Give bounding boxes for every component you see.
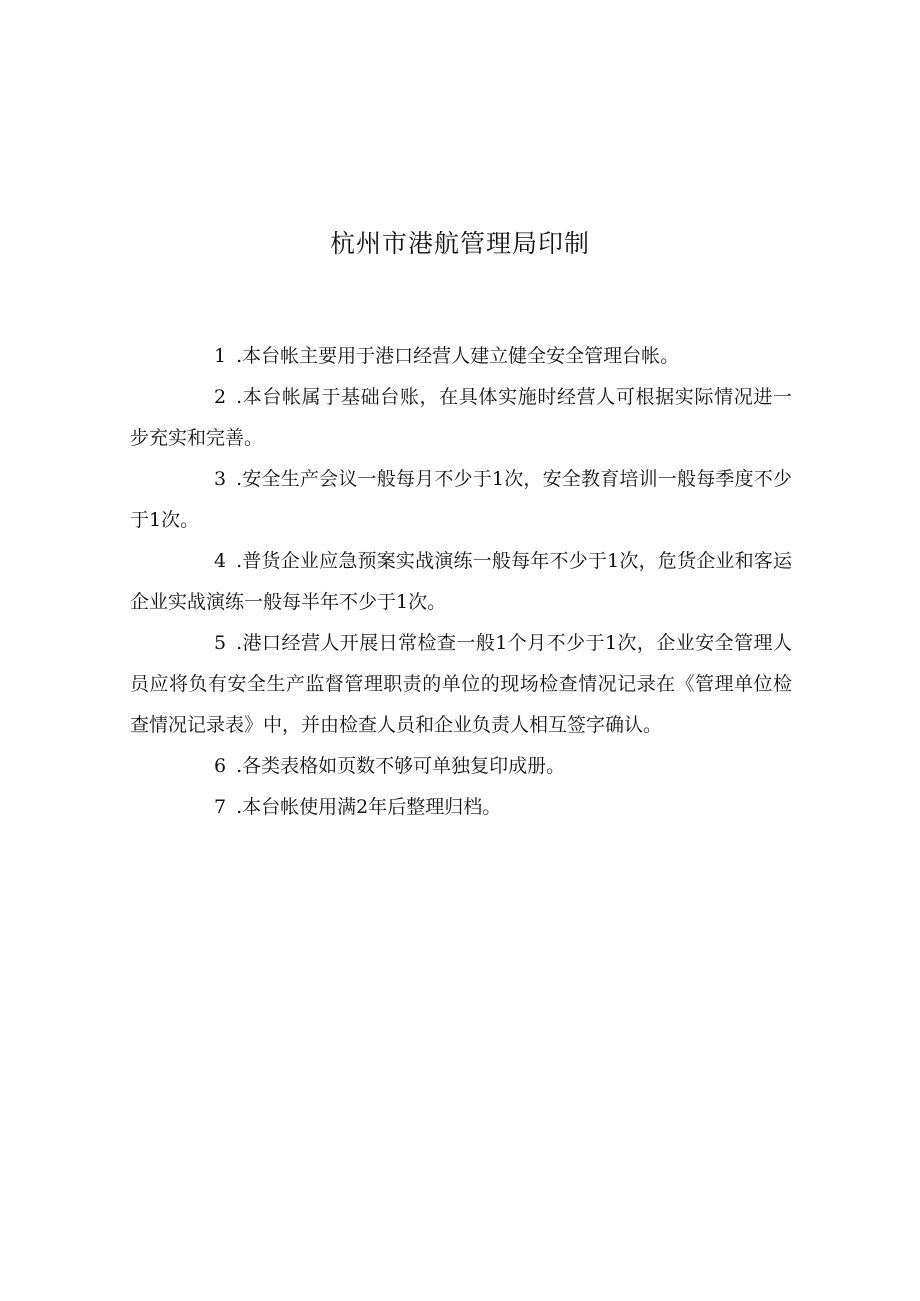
note-number: 2 — [214, 386, 227, 408]
notes-list — [130, 336, 792, 828]
note-text: .普货企业应急预案实战演练一般每年不少于1次，危货企业和客运企业实战演练一般每半年不少于1次。 — [130, 550, 792, 613]
note-number: 3 — [214, 468, 227, 490]
note-item — [130, 377, 792, 459]
note-item — [130, 336, 792, 377]
note-item — [130, 787, 792, 828]
note-text: .本台帐主要用于港口经营人建立健全安全管理台帐。 — [236, 345, 680, 367]
note-item — [130, 541, 792, 623]
note-number: 6 — [214, 755, 227, 777]
note-text: .安全生产会议一般每月不少于1次，安全教育培训一般每季度不少于1次。 — [130, 468, 792, 531]
publisher-line: 杭州市港航管理局印制 — [329, 229, 590, 258]
note-number: 1 — [214, 345, 227, 367]
note-number: 4 — [214, 550, 227, 572]
note-item — [130, 746, 792, 787]
note-text: .本台帐使用满2年后整理归档。 — [236, 796, 502, 818]
note-number: 7 — [214, 796, 227, 818]
note-text: .港口经营人开展日常检查一般1个月不少于1次，企业安全管理人员应将负有安全生产监督管理职责的单位的现场检查情况记录在《管理单位检查情况记录表》中，并由检查人员和企业负责人相互签字确认。 — [130, 632, 792, 736]
note-text: .本台帐属于基础台账，在具体实施时经营人可根据实际情况进一步充实和完善。 — [130, 386, 792, 449]
note-text: .各类表格如页数不够可单独复印成册。 — [236, 755, 566, 777]
note-item — [130, 459, 792, 541]
note-item — [130, 623, 792, 746]
note-number: 5 — [214, 632, 227, 654]
